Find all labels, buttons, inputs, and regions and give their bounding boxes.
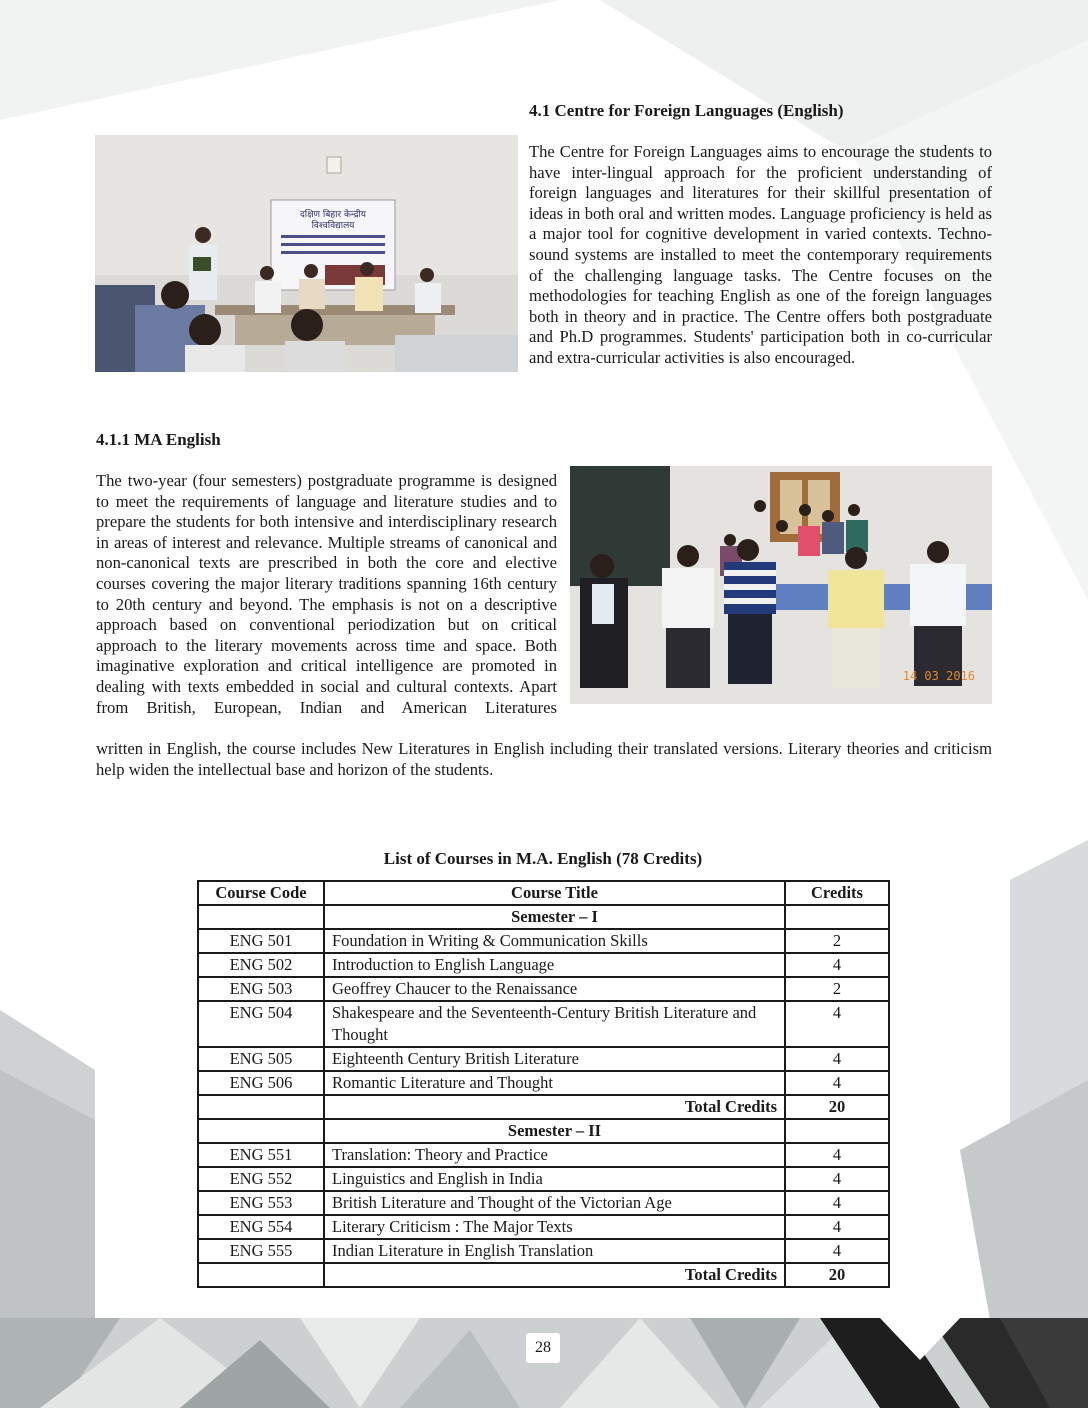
table-row: [198, 1047, 889, 1071]
table-row: [198, 1215, 889, 1239]
banner-text-line2: विश्वविद्यालय: [311, 221, 355, 231]
table-row: [198, 929, 889, 953]
banner-text-line1: दक्षिण बिहार केन्द्रीय: [299, 210, 367, 220]
course-credits: 4: [785, 1239, 889, 1263]
course-credits: 4: [785, 953, 889, 977]
course-credits: 4: [785, 1167, 889, 1191]
total-row: [198, 1095, 889, 1119]
courses-table-title: List of Courses in M.A. English (78 Credits): [383, 849, 703, 868]
class-group-photo: [570, 466, 992, 704]
course-title: Literary Criticism : The Major Texts: [324, 1215, 785, 1239]
photo-date-stamp: 14 03 2016: [902, 669, 975, 683]
page-number: 28: [526, 1333, 560, 1363]
section-heading: 4.1 Centre for Foreign Languages (English): [529, 101, 844, 120]
course-code: ENG 555: [198, 1239, 324, 1263]
empty-cell: [198, 1263, 324, 1287]
course-code: ENG 506: [198, 1071, 324, 1095]
table-row: [198, 1167, 889, 1191]
total-label: Total Credits: [324, 1095, 785, 1119]
course-code: ENG 503: [198, 977, 324, 1001]
table-row: [198, 1001, 889, 1047]
course-credits: 4: [785, 1047, 889, 1071]
subsection-paragraph-wrapped: The two-year (four semesters) postgraduate programme is designed to meet the requirements of language and literature studies and to prepare the students for both intensive and interdisciplinary research in areas of interest and relevance. Multiple streams of canonical and non-canonical texts are prescribed in both the core and elective courses covering the major literary traditions spanning 16th century to 20th century and beyond. The emphasis is not on a descriptive approach based on conventional periodization but on critical approach to the literary movements across time and space. Both imaginative exploration and critical intelligence are promoted in dealing with texts embedded in social and cultural contexts. Apart from British, European, Indian and American Literatures: [96, 471, 557, 717]
course-code: ENG 501: [198, 929, 324, 953]
course-credits: 4: [785, 1071, 889, 1095]
table-row: [198, 1143, 889, 1167]
course-title: Introduction to English Language: [324, 953, 785, 977]
course-code: ENG 551: [198, 1143, 324, 1167]
course-title: Translation: Theory and Practice: [324, 1143, 785, 1167]
header-course-title: Course Title: [324, 881, 785, 905]
course-title: Eighteenth Century British Literature: [324, 1047, 785, 1071]
header-credits: Credits: [785, 881, 889, 905]
course-title: Geoffrey Chaucer to the Renaissance: [324, 977, 785, 1001]
total-label: Total Credits: [324, 1263, 785, 1287]
table-row: [198, 1191, 889, 1215]
total-row: [198, 1263, 889, 1287]
empty-cell: [785, 1119, 889, 1143]
course-credits: 4: [785, 1191, 889, 1215]
course-credits: 4: [785, 1001, 889, 1047]
course-credits: 2: [785, 977, 889, 1001]
total-value: 20: [785, 1095, 889, 1119]
empty-cell: [198, 1119, 324, 1143]
course-title: Romantic Literature and Thought: [324, 1071, 785, 1095]
semester-row: [198, 905, 889, 929]
course-code: ENG 504: [198, 1001, 324, 1047]
table-row: [198, 1239, 889, 1263]
course-code: ENG 552: [198, 1167, 324, 1191]
empty-cell: [198, 1095, 324, 1119]
section-paragraph: The Centre for Foreign Languages aims to encourage the students to have inter-lingual approach for the proficient understanding of foreign languages and literatures for their skillful presentation of ideas in both oral and written modes. Language proficiency is held as a major tool for cognitive development in varied contexts. Techno-sound systems are installed to meet the contemporary requirements of the challenging language tasks. The Centre focuses on the methodologies for teaching English as one of the foreign languages both in theory and in practice. The Centre offers both postgraduate and Ph.D programmes. Students' participation both in co-curricular and extra-curricular activities is also encouraged.: [529, 142, 992, 367]
semester-label: Semester – I: [324, 905, 785, 929]
total-value: 20: [785, 1263, 889, 1287]
header-course-code: Course Code: [198, 881, 324, 905]
course-code: ENG 502: [198, 953, 324, 977]
empty-cell: [198, 905, 324, 929]
course-title: Linguistics and English in India: [324, 1167, 785, 1191]
course-title: Foundation in Writing & Communication Skills: [324, 929, 785, 953]
course-credits: 4: [785, 1143, 889, 1167]
course-code: ENG 553: [198, 1191, 324, 1215]
table-row: [198, 1071, 889, 1095]
subsection-paragraph-full: written in English, the course includes New Literatures in English including their translated versions. Literary theories and criticism help widen the intellectual base and horizon of the students.: [96, 739, 992, 779]
course-code: ENG 505: [198, 1047, 324, 1071]
semester-label: Semester – II: [324, 1119, 785, 1143]
table-row: [198, 953, 889, 977]
course-credits: 2: [785, 929, 889, 953]
semester-row: [198, 1119, 889, 1143]
course-title: Indian Literature in English Translation: [324, 1239, 785, 1263]
seminar-photo: [95, 135, 518, 372]
course-title: British Literature and Thought of the Victorian Age: [324, 1191, 785, 1215]
table-row: [198, 977, 889, 1001]
courses-table: [197, 880, 890, 1288]
table-header-row: [198, 881, 889, 905]
course-credits: 4: [785, 1215, 889, 1239]
subsection-heading: 4.1.1 MA English: [96, 430, 221, 449]
course-title: Shakespeare and the Seventeenth-Century British Literature and Thought: [324, 1001, 785, 1047]
course-code: ENG 554: [198, 1215, 324, 1239]
empty-cell: [785, 905, 889, 929]
